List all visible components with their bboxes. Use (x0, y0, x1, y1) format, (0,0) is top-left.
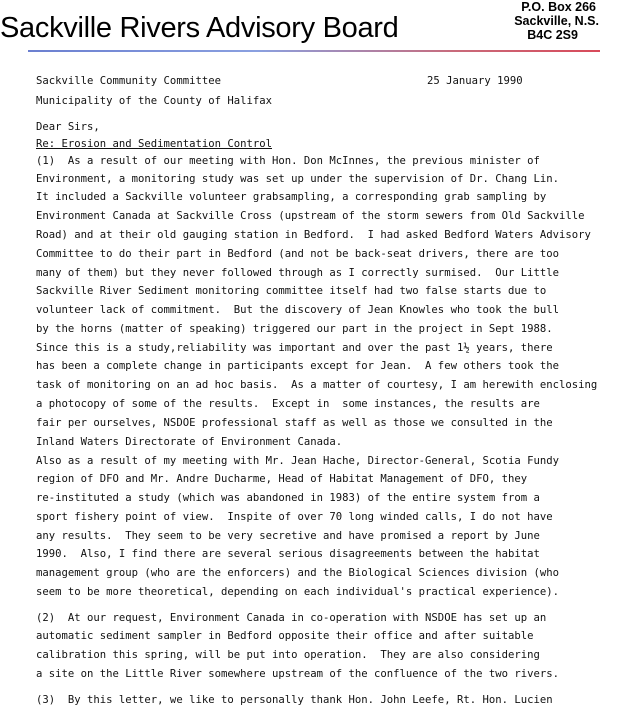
body-line: region of DFO and Mr. Andre Ducharme, Head of Habitat Management of DFO, they (36, 473, 528, 485)
body-line: Committee to do their part in Bedford (and not be back-seat drivers, there are too (36, 248, 559, 260)
body-line: (3) By this letter, we like to personally thank Hon. John Leefe, Rt. Hon. Lucien (36, 694, 553, 706)
subject-line: Re: Erosion and Sedimentation Control (36, 138, 272, 150)
body-line: a site on the Little River somewhere upstream of the confluence of the two rivers. (36, 668, 559, 680)
body-line: sport fishery point of view. Inspite of over 70 long winded calls, I do not have (36, 511, 553, 523)
organization-name: Sackville Rivers Advisory Board (0, 12, 399, 44)
body-line: It included a Sackville volunteer grabsampling, a corresponding grab sampling by (36, 191, 547, 203)
body-line: management group (who are the enforcers) and the Biological Sciences division (who (36, 567, 559, 579)
body-line: automatic sediment sampler in Bedford opposite their office and after suitable (36, 630, 534, 642)
body-line: by the horns (matter of speaking) triggered our part in the project in Sept 1988. (36, 323, 553, 335)
body-line: Since this is a study,reliability was important and over the past 1½ years, there (36, 342, 553, 354)
body-line: Inland Waters Directorate of Environment Canada. (36, 436, 343, 448)
body-line: re-instituted a study (which was abandoned in 1983) of the entire system from a (36, 492, 540, 504)
body-line: volunteer lack of commitment. But the discovery of Jean Knowles who took the bull (36, 304, 559, 316)
body-line: (2) At our request, Environment Canada in co-operation with NSDOE has set up an (36, 612, 547, 624)
recipient-line: Municipality of the County of Halifax (36, 95, 272, 107)
body-line: Environment, a monitoring study was set up under the supervision of Dr. Chang Lin. (36, 173, 559, 185)
body-line: a photocopy of some of the results. Except in some instances, the results are (36, 398, 540, 410)
body-line: Sackville River Sediment monitoring committee itself had two false starts due to (36, 285, 547, 297)
body-line: Environment Canada at Sackville Cross (upstream of the storm sewers from Old Sackville (36, 210, 585, 222)
body-line: seem to be more theoretical, depending on each individual's practical experience). (36, 586, 559, 598)
body-line: fair per ourselves, NSDOE professional staff as well as those we consulted in the (36, 417, 553, 429)
body-line: (1) As a result of our meeting with Hon. Don McInnes, the previous minister of (36, 155, 540, 167)
letter-date: 25 January 1990 (427, 75, 523, 87)
address-line: B4C 2S9 (527, 28, 578, 42)
body-line: 1990. Also, I find there are several serious disagreements between the habitat (36, 548, 540, 560)
body-line: Road) and at their old gauging station in Bedford. I had asked Bedford Waters Advisory (36, 229, 591, 241)
body-line: Also as a result of my meeting with Mr. Jean Hache, Director-General, Scotia Fundy (36, 455, 559, 467)
body-line: task of monitoring on an ad hoc basis. As a matter of courtesy, I am herewith enclosing (36, 379, 598, 391)
address-line: P.O. Box 266 (521, 0, 597, 14)
recipient-line: Sackville Community Committee (36, 75, 221, 87)
body-line: many of them) but they never followed through as I correctly surmised. Our Little (36, 267, 559, 279)
body-line: any results. They seem to be very secretive and have promised a report by June (36, 530, 540, 542)
salutation: Dear Sirs, (36, 121, 100, 133)
body-line: has been a complete change in participants except for Jean. A few others took the (36, 360, 559, 372)
body-line: calibration this spring, will be put into operation. They are also considering (36, 649, 540, 661)
address-line: Sackville, N.S. (514, 14, 599, 28)
